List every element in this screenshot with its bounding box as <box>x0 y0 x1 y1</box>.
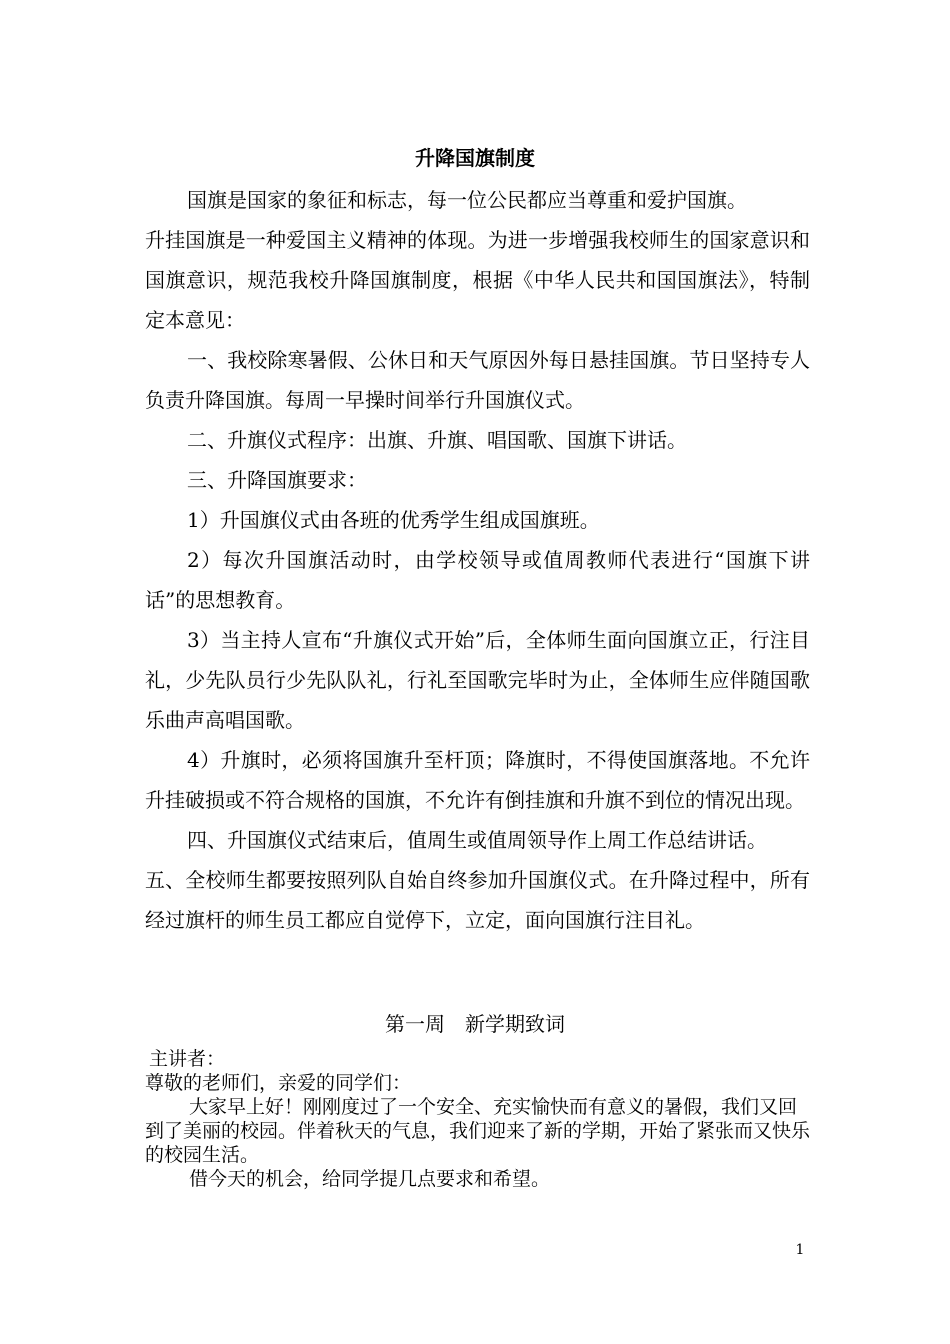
paragraph-rule-1: 一、我校除寒暑假、公休日和天气原因外每日悬挂国旗。节日坚持专人负责升降国旗。每周一早操时间举行升国旗仪式。 <box>145 348 810 412</box>
flag-regulation-body <box>145 180 810 940</box>
paragraph-rule-4: 四、升国旗仪式结束后，值周生或值周领导作上周工作总结讲话。 <box>187 828 767 852</box>
page-number: 1 <box>795 1242 805 1258</box>
paragraph-rule-3: 三、升降国旗要求： <box>187 468 367 492</box>
paragraph-req-4: 4）升旗时，必须将国旗升至杆顶；降旗时，不得使国旗落地。不允许升挂破损或不符合规格的国旗，不允许有倒挂旗和升旗不到位的情况出现。 <box>145 748 810 812</box>
paragraph-req-1: 1）升国旗仪式由各班的优秀学生组成国旗班。 <box>187 508 600 532</box>
speaker-label: 主讲者： <box>149 1048 226 1070</box>
paragraph-rule-5: 五、全校师生都要按照列队自始自终参加升国旗仪式。在升降过程中，所有经过旗杆的师生员工都应自觉停下，立定，面向国旗行注目礼。 <box>145 868 810 932</box>
speech-title: 第一周 新学期致词 <box>385 1012 565 1036</box>
speech-paragraph-2: 借今天的机会，给同学提几点要求和希望。 <box>189 1168 551 1190</box>
paragraph-rule-2: 二、升旗仪式程序：出旗、升旗、唱国歌、国旗下讲话。 <box>187 428 687 452</box>
speech-paragraph-1: 大家早上好！刚刚度过了一个安全、充实愉快而有意义的暑假，我们又回到了美丽的校园。伴着秋天的气息，我们迎来了新的学期，开始了紧张而又快乐的校园生活。 <box>145 1096 811 1166</box>
speech-body <box>145 1047 810 1191</box>
document-title: 升降国旗制度 <box>415 146 535 170</box>
paragraph-req-3: 3）当主持人宣布“升旗仪式开始”后，全体师生面向国旗立正，行注目礼，少先队员行少先队队礼，行礼至国歌完毕时为止，全体师生应伴随国歌乐曲声高唱国歌。 <box>145 628 810 732</box>
paragraph-intro-2: 升挂国旗是一种爱国主义精神的体现。为进一步增强我校师生的国家意识和国旗意识，规范我校升降国旗制度，根据《中华人民共和国国旗法》，特制定本意见： <box>145 228 810 332</box>
paragraph-intro-1: 国旗是国家的象征和标志，每一位公民都应当尊重和爱护国旗。 <box>187 188 747 212</box>
speech-greeting: 尊敬的老师们，亲爱的同学们： <box>145 1072 412 1094</box>
paragraph-req-2: 2）每次升国旗活动时，由学校领导或值周教师代表进行“国旗下讲话”的思想教育。 <box>145 548 810 612</box>
